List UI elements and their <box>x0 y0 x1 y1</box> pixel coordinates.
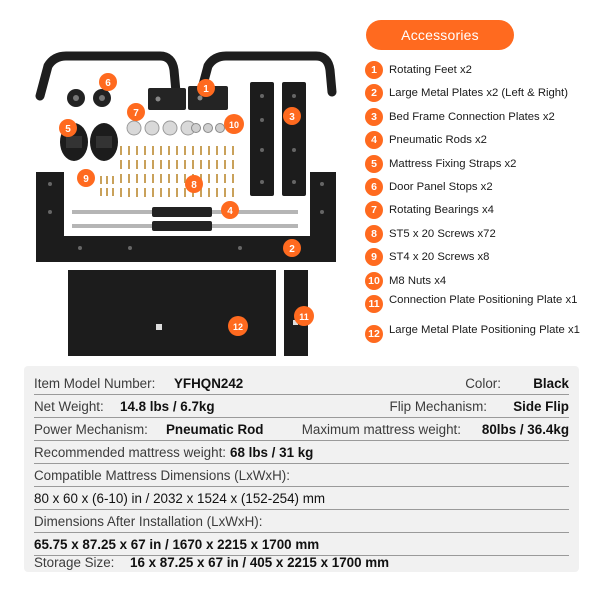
accessory-label: Door Panel Stops x2 <box>389 180 493 193</box>
pneumatic-rods <box>72 207 298 231</box>
spec-row-power <box>34 418 569 441</box>
svg-text:11: 11 <box>299 312 309 322</box>
parts-illustration <box>0 0 355 362</box>
spec-label: Compatible Mattress Dimensions (LxWxH): <box>34 468 290 483</box>
accessories-title: Accessories <box>366 20 514 50</box>
spec-label: Dimensions After Installation (LxWxH): <box>34 514 263 529</box>
accessory-number-badge: 8 <box>365 225 383 243</box>
accessory-label: Pneumatic Rods x2 <box>389 134 487 147</box>
accessory-label: ST4 x 20 Screws x8 <box>389 251 490 264</box>
spec-row-compat-value <box>34 487 569 510</box>
accessory-label: Connection Plate Positioning Plate x1 <box>389 293 578 306</box>
accessory-label: Large Metal Plates x2 (Left & Right) <box>389 87 568 100</box>
spec-value: 14.8 lbs / 6.7kg <box>120 399 215 414</box>
accessory-number-badge: 6 <box>365 178 383 196</box>
m8-nuts <box>192 124 225 133</box>
spec-row-storage <box>34 550 569 572</box>
spec-value: 68 lbs / 31 kg <box>230 445 314 460</box>
accessory-label: Rotating Bearings x4 <box>389 204 494 217</box>
accessories-list <box>365 60 597 354</box>
svg-text:8: 8 <box>191 180 197 191</box>
accessory-number-badge: 5 <box>365 155 383 173</box>
svg-text:12: 12 <box>232 322 244 332</box>
accessory-label: M8 Nuts x4 <box>389 274 447 287</box>
spec-row-weight <box>34 395 569 418</box>
accessory-number-badge: 2 <box>365 84 383 102</box>
spec-row-model <box>34 372 569 395</box>
positioning-plate-large <box>68 270 276 356</box>
accessory-item <box>365 60 597 83</box>
spec-value: 80lbs / 36.4kg <box>481 422 569 437</box>
spec-row-compat-label <box>34 464 569 487</box>
connection-plate <box>282 82 306 196</box>
spec-label: Color: <box>465 376 501 391</box>
spec-label: Item Model Number: <box>34 376 156 391</box>
accessory-item <box>365 224 597 247</box>
svg-text:10: 10 <box>228 120 240 130</box>
accessory-number-badge: 4 <box>365 131 383 149</box>
accessory-item <box>365 247 597 270</box>
accessory-item <box>365 177 597 200</box>
accessory-item <box>365 324 597 354</box>
accessory-number-badge: 9 <box>365 248 383 266</box>
svg-text:3: 3 <box>289 112 295 123</box>
spec-row-install-label <box>34 510 569 533</box>
spec-value: 65.75 x 87.25 x 67 in / 1670 x 2215 x 1700 mm <box>34 537 320 552</box>
spec-row-recommended <box>34 441 569 464</box>
accessory-item <box>365 130 597 153</box>
accessory-number-badge: 11 <box>365 295 383 313</box>
accessory-item <box>365 200 597 223</box>
spec-label: Power Mechanism: <box>34 422 148 437</box>
svg-text:2: 2 <box>289 244 295 255</box>
rotating-bearings <box>127 121 195 135</box>
svg-text:9: 9 <box>83 174 89 185</box>
spec-value: Black <box>533 376 569 391</box>
accessory-label: Large Metal Plate Positioning Plate x1 <box>389 323 580 336</box>
spec-label: Storage Size: <box>34 555 115 570</box>
accessory-label: Rotating Feet x2 <box>389 64 472 76</box>
accessory-number-badge: 12 <box>365 325 383 343</box>
spec-value: Side Flip <box>513 399 569 414</box>
accessory-number-badge: 1 <box>365 61 383 79</box>
accessory-label: ST5 x 20 Screws x72 <box>389 227 496 240</box>
spec-value: Pneumatic Rod <box>166 422 264 437</box>
svg-text:4: 4 <box>227 206 233 217</box>
accessory-item <box>365 294 597 324</box>
accessory-item <box>365 271 597 294</box>
svg-text:1: 1 <box>203 84 209 95</box>
accessory-item <box>365 83 597 106</box>
spec-value: YFHQN242 <box>174 376 244 391</box>
specs-table <box>24 366 579 572</box>
accessory-number-badge: 10 <box>365 272 383 290</box>
accessory-label: Bed Frame Connection Plates x2 <box>389 110 555 123</box>
connection-plate <box>250 82 274 196</box>
screws-st4 <box>100 176 114 196</box>
svg-text:6: 6 <box>105 78 111 89</box>
spec-label: Recommended mattress weight: <box>34 445 227 460</box>
accessory-number-badge: 3 <box>365 108 383 126</box>
accessory-label: Mattress Fixing Straps x2 <box>389 157 517 170</box>
spec-value: 80 x 60 x (6-10) in / 2032 x 1524 x (152-254) mm <box>34 491 326 506</box>
svg-text:7: 7 <box>133 108 139 119</box>
accessory-number-badge: 7 <box>365 201 383 219</box>
foot-bracket-left <box>148 88 186 110</box>
spec-value: 16 x 87.25 x 67 in / 405 x 2215 x 1700 mm <box>130 555 390 570</box>
svg-text:5: 5 <box>65 124 71 135</box>
screws-st5 <box>120 146 234 197</box>
spec-label: Net Weight: <box>34 399 104 414</box>
accessory-item <box>365 107 597 130</box>
spec-label: Flip Mechanism: <box>389 399 487 414</box>
spec-label: Maximum mattress weight: <box>301 422 461 437</box>
accessory-item <box>365 154 597 177</box>
